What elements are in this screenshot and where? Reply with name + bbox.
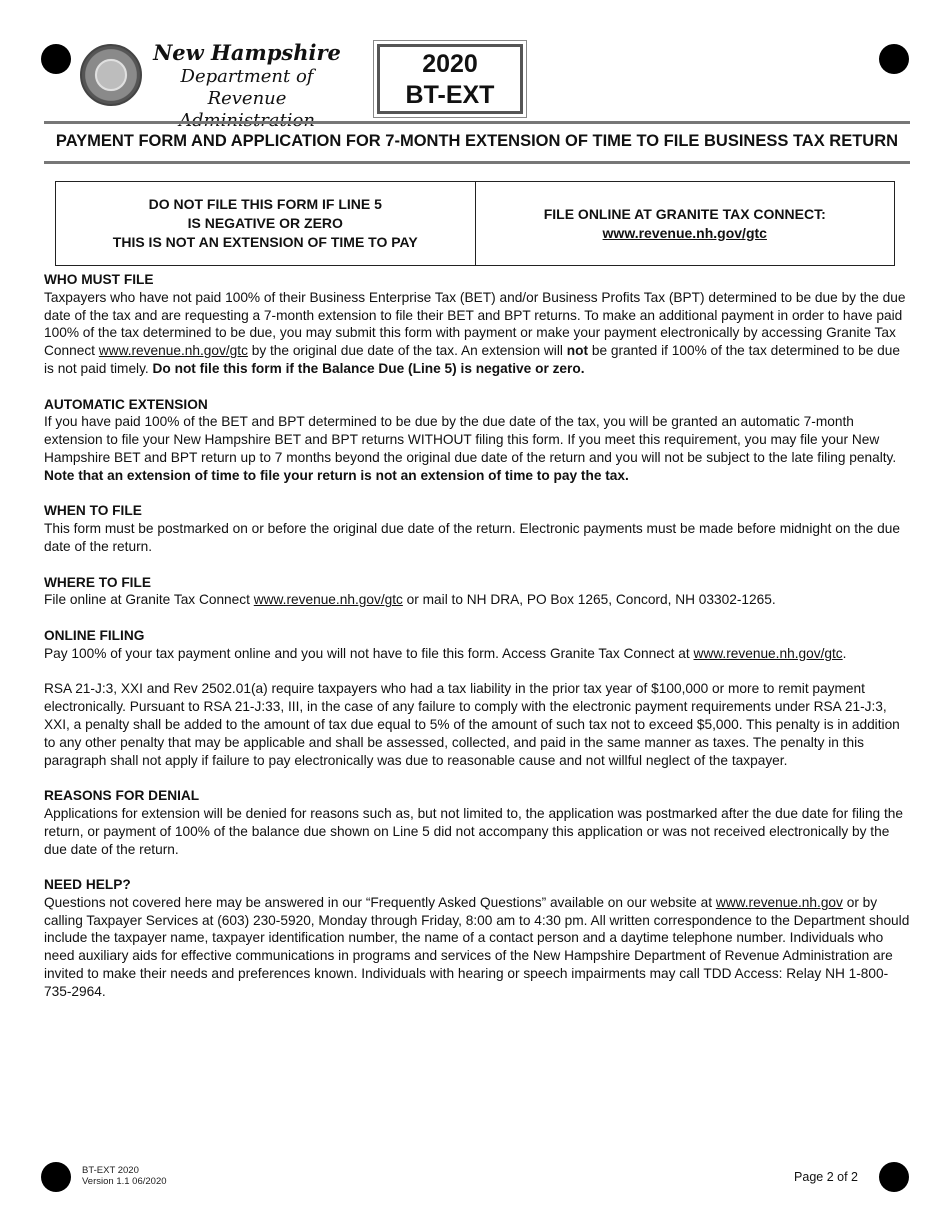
notice-warning-line2: IS NEGATIVE OR ZERO (187, 215, 343, 231)
website-link[interactable]: www.revenue.nh.gov (715, 894, 843, 910)
section-heading: WHEN TO FILE (44, 503, 142, 519)
footer-version: Version 1.1 06/2020 (82, 1176, 167, 1187)
section-who-must-file (44, 271, 910, 378)
gtc-link[interactable]: www.revenue.nh.gov/gtc (693, 645, 843, 661)
agency-state: New Hampshire (153, 40, 341, 65)
text-run: Questions not covered here may be answered in our “Frequently Asked Questions” available on our website at (44, 894, 716, 910)
section-heading: AUTOMATIC EXTENSION (44, 396, 208, 412)
footer-form-id: BT-EXT 2020 (82, 1165, 139, 1176)
notice-warning-line1: DO NOT FILE THIS FORM IF LINE 5 (148, 196, 382, 212)
text-run: or mail to NH DRA, PO Box 1265, Concord, NH 03302-1265. (402, 592, 776, 608)
footer-form-info (82, 1165, 167, 1187)
section-online-filing (44, 627, 910, 663)
section-need-help (44, 876, 910, 1001)
instructions (44, 271, 910, 1018)
text-run: If you have paid 100% of the BET and BPT determined to be due by the due date of the tax, you will be granted an automatic 7-month extension to file your New Hampshire BET and BPT returns WITHOUT filing this form. If you meet this requirement, you may file your New Hampshire BET and BPT return up to 7 months beyond the original due date of the return and you will not be subject to the late filing penalty. (44, 414, 897, 465)
registration-mark-bottom-left (41, 1162, 71, 1192)
section-where-to-file (44, 574, 910, 610)
section-text: This form must be postmarked on or before the original due date of the return. Electronic payments must be made before midnight on the due date of the return. (44, 521, 900, 554)
notice-file-online-label: FILE ONLINE AT GRANITE TAX CONNECT: (543, 205, 826, 222)
registration-mark-top-right (879, 44, 909, 74)
text-run: Pay 100% of your tax payment online and you will not have to file this form. Access Granite Tax Connect at (44, 645, 694, 661)
emphasis: not (566, 343, 589, 359)
form-code: BT-EXT (405, 81, 495, 109)
form-id-box (377, 44, 523, 114)
gtc-link[interactable]: www.revenue.nh.gov/gtc (253, 592, 403, 608)
section-text: RSA 21-J:3, XXI and Rev 2502.01(a) require taxpayers who had a tax liability in the prior tax year of $100,000 or more to remit payment electronically. Pursuant to RSA 21-J:33, III, in the case of any failure to comply with the electronic payment requirements under RSA 21-J:3, XXI, a penalty shall be added to the amount of tax due equal to 5% of the amount of such tax not to exceed $5,000. This penalty is in addition to any other penalty that may be applicable and shall be assessed, collected, and paid in the same manner as taxes. The penalty in this paragraph shall not apply if failure to pay electronically was due to reasonable cause and not willful neglect of the taxpayer. (44, 681, 900, 768)
emphasis: Do not file this form if the Balance Due (Line 5) is negative or zero. (152, 360, 585, 376)
section-heading: NEED HELP? (44, 877, 131, 893)
notice-box (55, 181, 895, 266)
state-seal-icon (80, 44, 142, 106)
text-run: be granted if 100% of the tax determined to be due is not paid timely. (44, 343, 901, 376)
registration-mark-bottom-right (879, 1162, 909, 1192)
gtc-link[interactable]: www.revenue.nh.gov/gtc (602, 224, 767, 241)
registration-mark-top-left (41, 44, 71, 74)
title-bottom-rule (44, 161, 910, 164)
section-rsa-penalty (44, 680, 910, 769)
text-run: or by calling Taxpayer Services at (603) 230-5920, Monday through Friday, 8:00 am to 4:30 pm. All written correspondence to the Department should include the taxpayer name, taxpayer identification number, the name of a contact person and a daytime telephone number. Individuals who need auxiliary aids for effective communications in programs and services of the New Hampshire Department of Revenue Administration are invited to make their needs and preferences known. Individuals with hearing or speech impairments may call TDD Access: Relay NH 1-800-735-2964. (44, 894, 910, 999)
section-heading: REASONS FOR DENIAL (44, 788, 200, 804)
text-run: . (842, 645, 847, 661)
text-run: by the original due date of the tax. An extension will (247, 343, 567, 359)
emphasis: Note that an extension of time to file your return is not an extension of time to pay the tax. (44, 467, 629, 483)
agency-dept-line2: Revenue (207, 88, 287, 109)
section-text (44, 289, 910, 378)
form-year: 2020 (422, 50, 478, 78)
section-text (44, 894, 910, 1001)
agency-name (142, 40, 352, 132)
notice-warning (56, 182, 476, 265)
gtc-link[interactable]: www.revenue.nh.gov/gtc (98, 343, 248, 359)
section-heading: ONLINE FILING (44, 627, 145, 643)
section-text (44, 591, 910, 609)
notice-file-online (476, 182, 895, 265)
page-title: PAYMENT FORM AND APPLICATION FOR 7-MONTH EXTENSION OF TIME TO FILE BUSINESS TAX RETURN (55, 132, 899, 150)
section-text (44, 645, 910, 663)
section-heading: WHERE TO FILE (44, 574, 151, 590)
section-heading: WHO MUST FILE (44, 272, 154, 287)
text-run: Taxpayers who have not paid 100% of their Business Enterprise Tax (BET) and/or Business Profits Tax (BPT) determined to be due by the due date of the tax and are requesting a 7-month extension to file their BET and BPT returns. To make an additional payment in order to have paid 100% of the tax determined to be due, you may submit this form with payment or make your payment electronically by accessing Granite Tax Connect (44, 289, 906, 359)
agency-dept-line1: Department of (180, 66, 314, 87)
notice-warning-line3: THIS IS NOT AN EXTENSION OF TIME TO PAY (112, 234, 418, 250)
section-when-to-file (44, 502, 910, 555)
title-top-rule (44, 121, 910, 124)
text-run: File online at Granite Tax Connect (44, 592, 254, 608)
section-reasons-for-denial (44, 787, 910, 858)
section-text: Applications for extension will be denied for reasons such as, but not limited to, the application was postmarked after the due date for filing the return, or payment of 100% of the balance due shown on Line 5 did not accompany this application or was not received electronically by the due date of the return. (44, 805, 904, 857)
section-text (44, 413, 910, 484)
section-automatic-extension (44, 396, 910, 485)
page-number: Page 2 of 2 (794, 1170, 858, 1184)
